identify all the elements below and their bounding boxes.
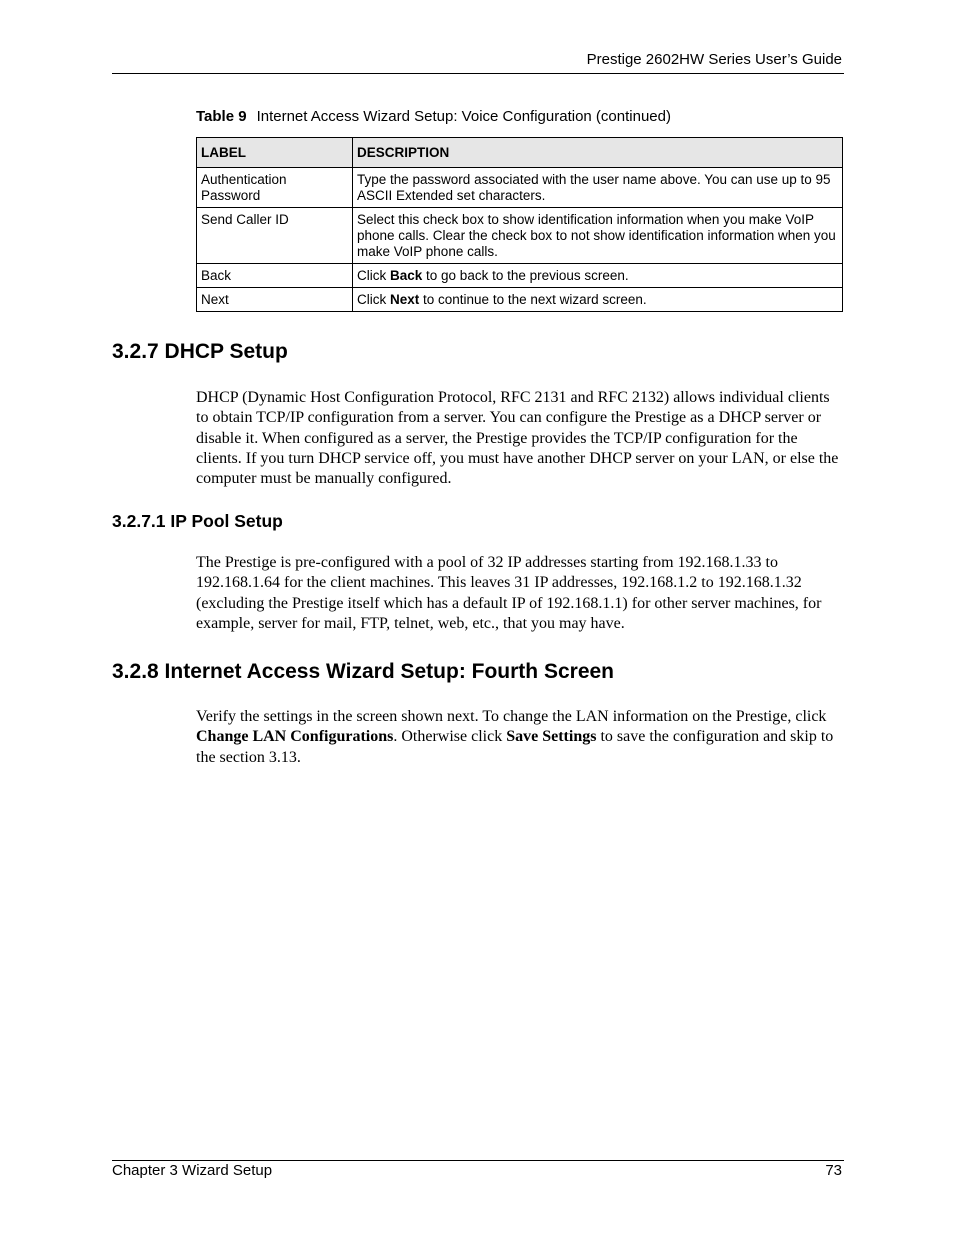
table-row (197, 264, 843, 288)
section-heading-fourth-screen: 3.2.8 Internet Access Wizard Setup: Fourth Screen (112, 660, 615, 683)
footer-rule (112, 1160, 844, 1161)
row-description: Click Back to go back to the previous screen. (353, 264, 843, 288)
column-header-description: DESCRIPTION (353, 138, 843, 168)
header-rule (112, 73, 844, 74)
section-heading-dhcp-setup: 3.2.7 DHCP Setup (112, 340, 288, 363)
table-number: Table 9 (196, 108, 247, 125)
voice-config-table (196, 137, 843, 312)
table-title: Internet Access Wizard Setup: Voice Configuration (continued) (256, 108, 671, 125)
running-header: Prestige 2602HW Series User’s Guide (586, 51, 842, 68)
paragraph-fourth-screen: Verify the settings in the screen shown next. To change the LAN information on the Prestige, click Change LAN Configurations. Otherwise click Save Settings to save the configuration and skip to the section 3.13. (196, 708, 834, 766)
section-heading-ip-pool-setup: 3.2.7.1 IP Pool Setup (112, 511, 283, 531)
column-header-label: LABEL (197, 138, 353, 168)
save-settings-term: Save Settings (506, 728, 597, 746)
paragraph-ip-pool: The Prestige is pre-configured with a pool of 32 IP addresses starting from 192.168.1.33 to 192.168.1.64 for the client machines. This leaves 31 IP addresses, 192.168.1.2 to 192.168.1.32 (excluding the Prestige itself which has a default IP of 192.168.1.1) for other server machines, for example, server for mail, FTP, telnet, web, etc., that you may have. (196, 554, 822, 632)
paragraph-dhcp: DHCP (Dynamic Host Configuration Protocol, RFC 2131 and RFC 2132) allows individual clients to obtain TCP/IP configuration from a server. You can configure the Prestige as a DHCP server or disable it. When configured as a server, the Prestige provides the TCP/IP configuration for the clients. If you turn DHCP service off, you must have another DHCP server on your LAN, or else the computer must be manually configured. (196, 389, 839, 488)
row-description: Click Next to continue to the next wizard screen. (353, 288, 843, 312)
table-row (197, 288, 843, 312)
table-row (197, 208, 843, 264)
row-label: Authentication Password (197, 168, 353, 208)
table-header-row (197, 138, 843, 168)
row-description: Type the password associated with the user name above. You can use up to 95 ASCII Extended set characters. (353, 168, 843, 208)
change-lan-configurations-term: Change LAN Configurations (196, 728, 394, 746)
row-label: Next (197, 288, 353, 312)
row-description: Select this check box to show identification information when you make VoIP phone calls. Clear the check box to not show identification information when you make VoIP phone calls. (353, 208, 843, 264)
row-label: Back (197, 264, 353, 288)
table-caption (196, 108, 671, 125)
row-label: Send Caller ID (197, 208, 353, 264)
table-row (197, 168, 843, 208)
footer-chapter: Chapter 3 Wizard Setup (112, 1162, 273, 1179)
page-number: 73 (825, 1162, 842, 1179)
